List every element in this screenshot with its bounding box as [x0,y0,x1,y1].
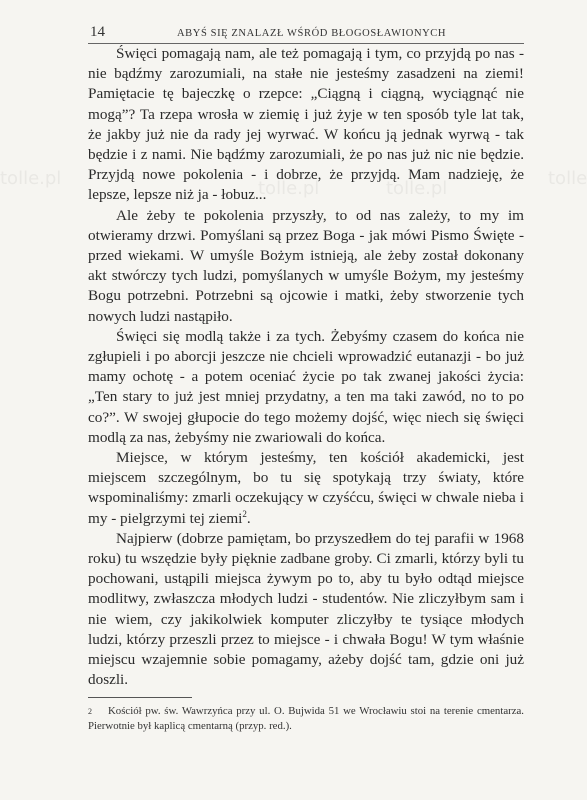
paragraph-text: Miejsce, w którym jesteśmy, ten kościół akademicki, jest miejscem szczególnym, bo tu się spotykają trzy światy, które wspominaliśmy: zmarli oczekujący w czyśćcu, święci w chwale nieba i my - pielgrzymi tej ziemi [88,449,524,527]
running-title: ABYŚ SIĘ ZNALAZŁ WŚRÓD BŁOGOSŁAWIONYCH [177,28,447,39]
watermark-logo: tolle.pl [386,178,448,199]
page-number: 14 [90,24,105,40]
paragraph: Święci pomagają nam, ale też pomagają i tym, co przyjdą po nas - nie bądźmy zarozumiali, na stałe nie jesteśmy zasadzeni na ziemi! Pamiętacie tę bajeczkę o rzepce: „Ciągną i ciągną, wyciągnąć nie mogą”? Ta rzepa wrosła w ziemię i już żyje w ten sposób tyle lat tak, że jakby już nie da rady jej wyrwać. W końcu ją jednak wyrwą - tak będzie i z nami. Nie bądźmy zarozumiali, że po nas już nic nie będzie. Przyjdą nowe pokolenia - i dobrze, że przyjdą. Mam nadzieję, że lepsze, lepsze niż ja - łobuz... [88,45,524,204]
paragraph: Święci się modlą także i za tych. Żebyśmy czasem do końca nie zgłupieli i po aborcji jeszcze nie chcieli wprowadzić eutanazji - bo już mamy ochotę - a potem oceniać życie po tak zwanej jakości życia: „Ten stary to już jest mniej przydatny, a ten ma taki zawód, no to po co?”. W swojej głupocie do tego możemy dojść, więc niech się święci modlą za nas, żebyśmy nie zwariowali do końca. [88,327,524,446]
paragraph: Ale żeby te pokolenia przyszły, to od nas zależy, to my im otwieramy drzwi. Pomyślani są przez Boga - jak mówi Pismo Święte - przed wiekami. W umyśle Bożym istnieją, ale żeby został dokonany akt stwórczy tych ludzi, pomyślanych w umyśle Bożym, my jesteśmy Bogu potrzebni. Potrzebni są ojcowie i matki, żeby stworzenie tych nowych ludzi nastąpiło. [88,206,524,325]
watermark-logo: tolle.pl [258,178,320,199]
page-header [90,24,522,41]
paragraph: Najpierw (dobrze pamiętam, bo przyszedłem do tej parafii w 1968 roku) tu wszędzie były pięknie zadbane groby. Ci zmarli, którzy byli tu pochowani, ustąpili miejsca żywym po to, aby tu było odtąd miejsce modlitwy, zwłaszcza młodych ludzi - studentów. Nie zliczyłbym sam i nie wiem, czy jakikolwiek komputer zliczyłby te tysiące młodych ludzi, którzy przeszli przez to miejsce - i chwała Bogu! W tym właśnie miejscu wzajemnie sobie pomagamy, ażeby dojść tam, gdzie oni już doszli. [88,529,524,689]
watermark-logo: tolle [548,168,587,189]
footnote-divider [88,697,192,698]
paragraph-end: . [246,509,251,527]
footnote [88,704,524,734]
body-text [88,44,524,691]
paragraph [88,448,524,529]
watermark-logo: tolle.pl [0,168,62,189]
footnote-text: Kościół pw. św. Wawrzyńca przy ul. O. Bujwida 51 we Wrocławiu stoi na terenie cmentarza. Pierwotnie był kaplicą cmentarną (przyp. red.). [88,705,524,733]
footnote-reference[interactable]: 2 [242,508,247,519]
footnote-marker: 2 [88,707,92,716]
